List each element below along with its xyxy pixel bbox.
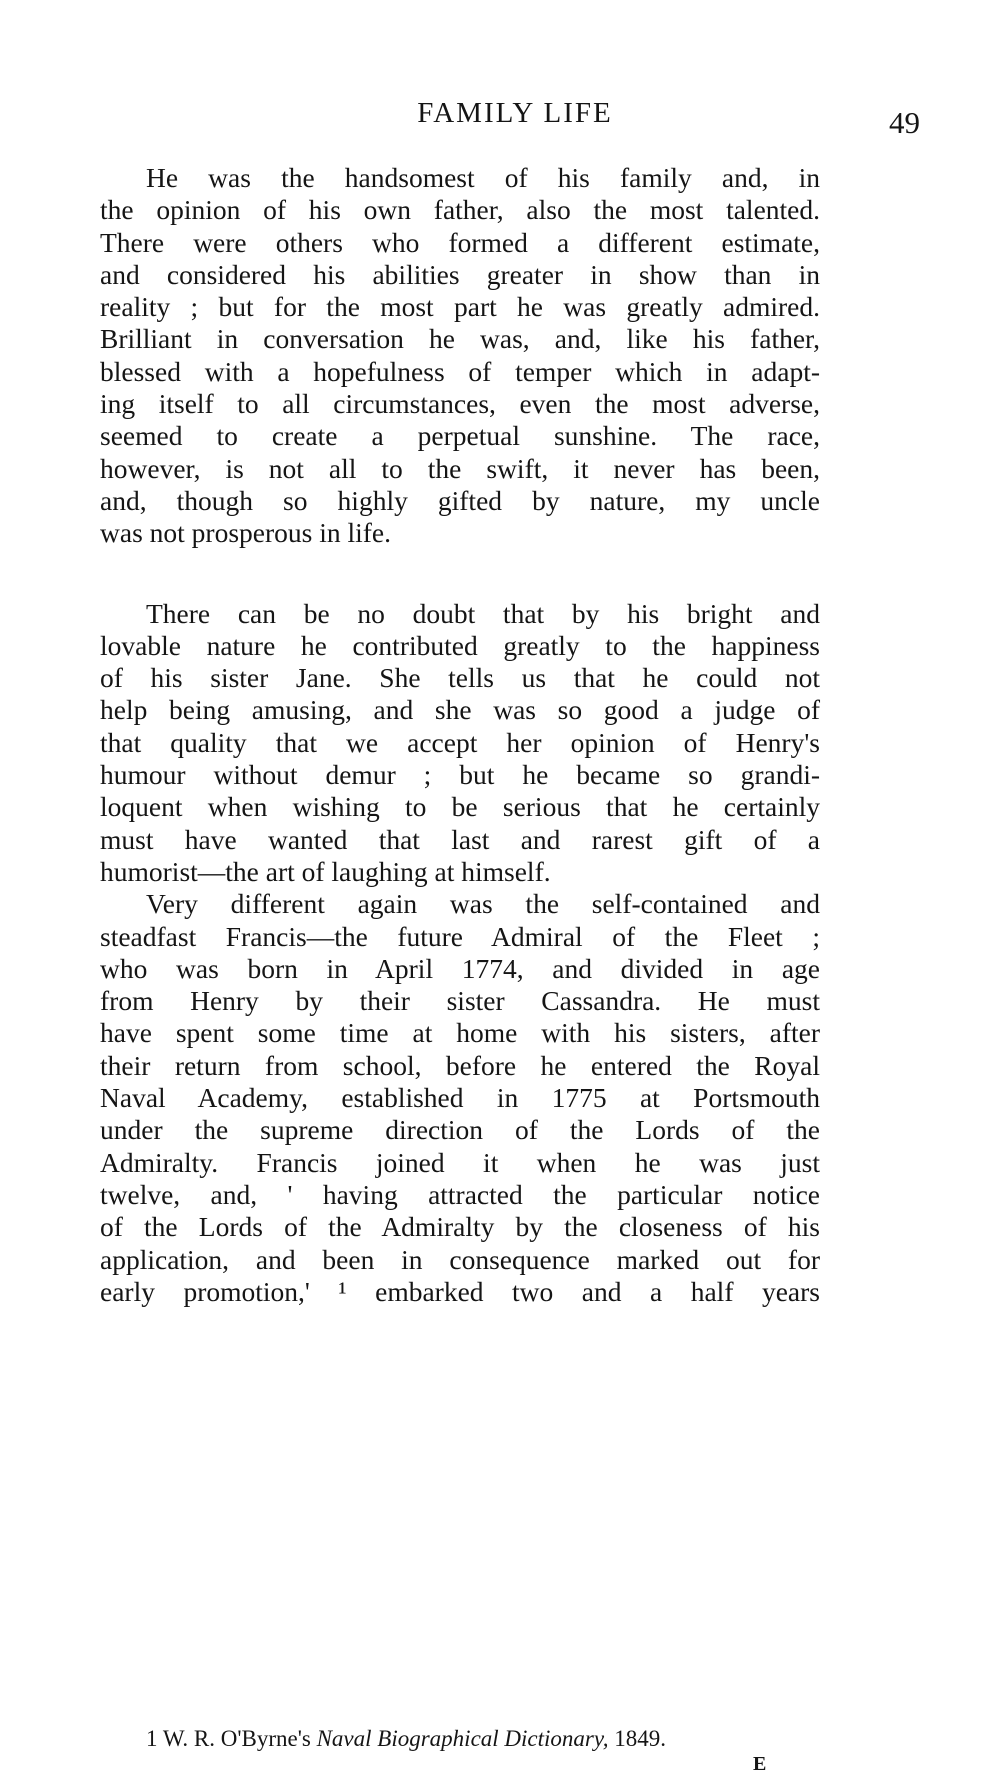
running-title: FAMILY LIFE [417, 97, 613, 129]
text-line: under the supreme direction of the Lords of the [100, 1114, 820, 1146]
paragraph-gap [100, 550, 820, 598]
text-line: steadfast Francis—the future Admiral of the Fleet ; [100, 920, 820, 952]
text-line: There can be no doubt that by his bright and [146, 597, 820, 629]
text-line: application, and been in consequence marked out for [100, 1243, 820, 1275]
footnote [146, 1725, 846, 1753]
footnote-author: 1 W. R. O'Byrne's [146, 1726, 311, 1751]
page-number: 49 [889, 105, 920, 140]
text-line: of the Lords of the Admiralty by the closeness of his [100, 1211, 820, 1243]
text-line: was not prosperous in life. [100, 517, 391, 549]
text-line: humour without demur ; but he became so grandi- [100, 759, 820, 791]
footnote-title: Naval Biographical Dictionary, [316, 1726, 609, 1751]
text-line: reality ; but for the most part he was greatly admired. [100, 291, 820, 323]
text-line: Brilliant in conversation he was, and, like his father, [100, 323, 820, 355]
text-line: There were others who formed a different estimate, [100, 226, 820, 258]
text-line: loquent when wishing to be serious that he certainly [100, 791, 820, 823]
text-line: Naval Academy, established in 1775 at Portsmouth [100, 1082, 820, 1114]
footnote-year: 1849. [614, 1726, 667, 1751]
text-line: He was the handsomest of his family and, in [146, 162, 820, 193]
paragraph-1 [100, 162, 820, 550]
text-line: Admiralty. Francis joined it when he was just [100, 1146, 820, 1178]
text-line: ing itself to all circumstances, even the most adverse, [100, 388, 820, 420]
text-line: however, is not all to the swift, it never has been, [100, 452, 820, 484]
text-line: humorist—the art of laughing at himself. [100, 855, 551, 887]
text-line: twelve, and, ' having attracted the particular notice [100, 1178, 820, 1210]
text-line: from Henry by their sister Cassandra. He must [100, 985, 820, 1017]
signature-mark: E [753, 1753, 768, 1775]
paragraph-2 [100, 598, 820, 889]
text-line: Very different again was the self-contained and [146, 888, 820, 920]
text-line: must have wanted that last and rarest gift of a [100, 823, 820, 855]
text-line: the opinion of his own father, also the most talented. [100, 194, 820, 226]
running-head [100, 96, 930, 144]
body-text [100, 162, 820, 1308]
text-line: blessed with a hopefulness of temper which in adapt- [100, 355, 820, 387]
text-line: early promotion,' ¹ embarked two and a half years [100, 1275, 820, 1307]
text-line: and, though so highly gifted by nature, my uncle [100, 484, 820, 516]
text-line: of his sister Jane. She tells us that he could not [100, 662, 820, 694]
text-line: help being amusing, and she was so good a judge of [100, 694, 820, 726]
text-line: seemed to create a perpetual sunshine. The race, [100, 420, 820, 452]
paragraph-3 [100, 888, 820, 1308]
text-line: that quality that we accept her opinion of Henry's [100, 726, 820, 758]
text-line: and considered his abilities greater in show than in [100, 258, 820, 290]
text-line: who was born in April 1774, and divided in age [100, 952, 820, 984]
text-line: lovable nature he contributed greatly to the happiness [100, 629, 820, 661]
text-line: have spent some time at home with his sisters, after [100, 1017, 820, 1049]
text-line: their return from school, before he entered the Royal [100, 1049, 820, 1081]
